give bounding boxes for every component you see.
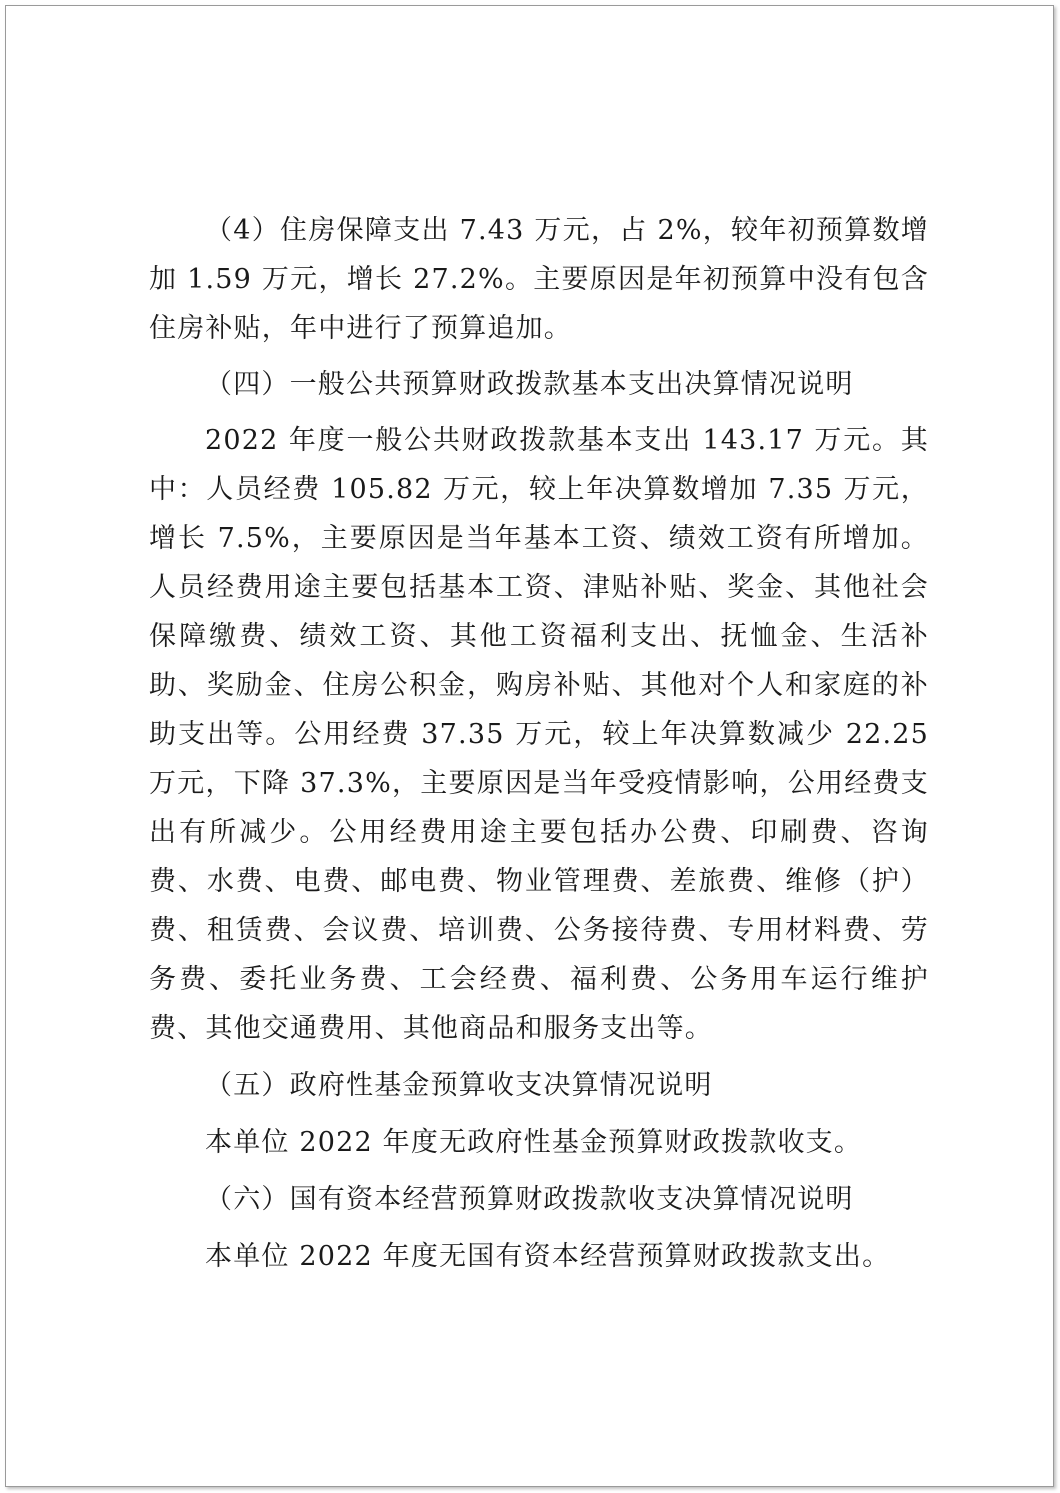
page <box>5 5 1054 1487</box>
section-heading-4: （四）一般公共预算财政拨款基本支出决算情况说明 <box>205 369 854 400</box>
section-heading-5: （五）政府性基金预算收支决算情况说明 <box>205 1070 713 1101</box>
paragraph-state-capital: 本单位 2022 年度无国有资本经营预算财政拨款支出。 <box>205 1241 891 1272</box>
paragraph-government-fund: 本单位 2022 年度无政府性基金预算财政拨款收支。 <box>205 1127 863 1158</box>
paragraph-basic-expenditure: 2022 年度一般公共财政拨款基本支出 143.17 万元。其中：人员经费 105.82 万元，较上年决算数增加 7.35 万元，增长 7.5%，主要原因是当年基本工资、绩效工资有所增加。人员经费用途主要包括基本工资、津贴补贴、奖金、其他社会保障缴费、绩效工资、其他工资福利支出、抚恤金、生活补助、奖励金、住房公积金，购房补贴、其他对个人和家庭的补助支出等。公用经费 37.35 万元，较上年决算数减少 22.25 万元，下降 37.3%，主要原因是当年受疫情影响，公用经费支出有所减少。公用经费用途主要包括办公费、印刷费、咨询费、水费、电费、邮电费、物业管理费、差旅费、维修（护）费、租赁费、会议费、培训费、公务接待费、专用材料费、劳务费、委托业务费、工会经费、福利费、公务用车运行维护费、其他交通费用、其他商品和服务支出等。 <box>149 425 929 1044</box>
section-heading-6: （六）国有资本经营预算财政拨款收支决算情况说明 <box>205 1184 854 1215</box>
paragraph-housing-expenditure: （4）住房保障支出 7.43 万元，占 2%，较年初预算数增加 1.59 万元，增长 27.2%。主要原因是年初预算中没有包含住房补贴，年中进行了预算追加。 <box>149 215 929 344</box>
document-body <box>149 206 929 1281</box>
